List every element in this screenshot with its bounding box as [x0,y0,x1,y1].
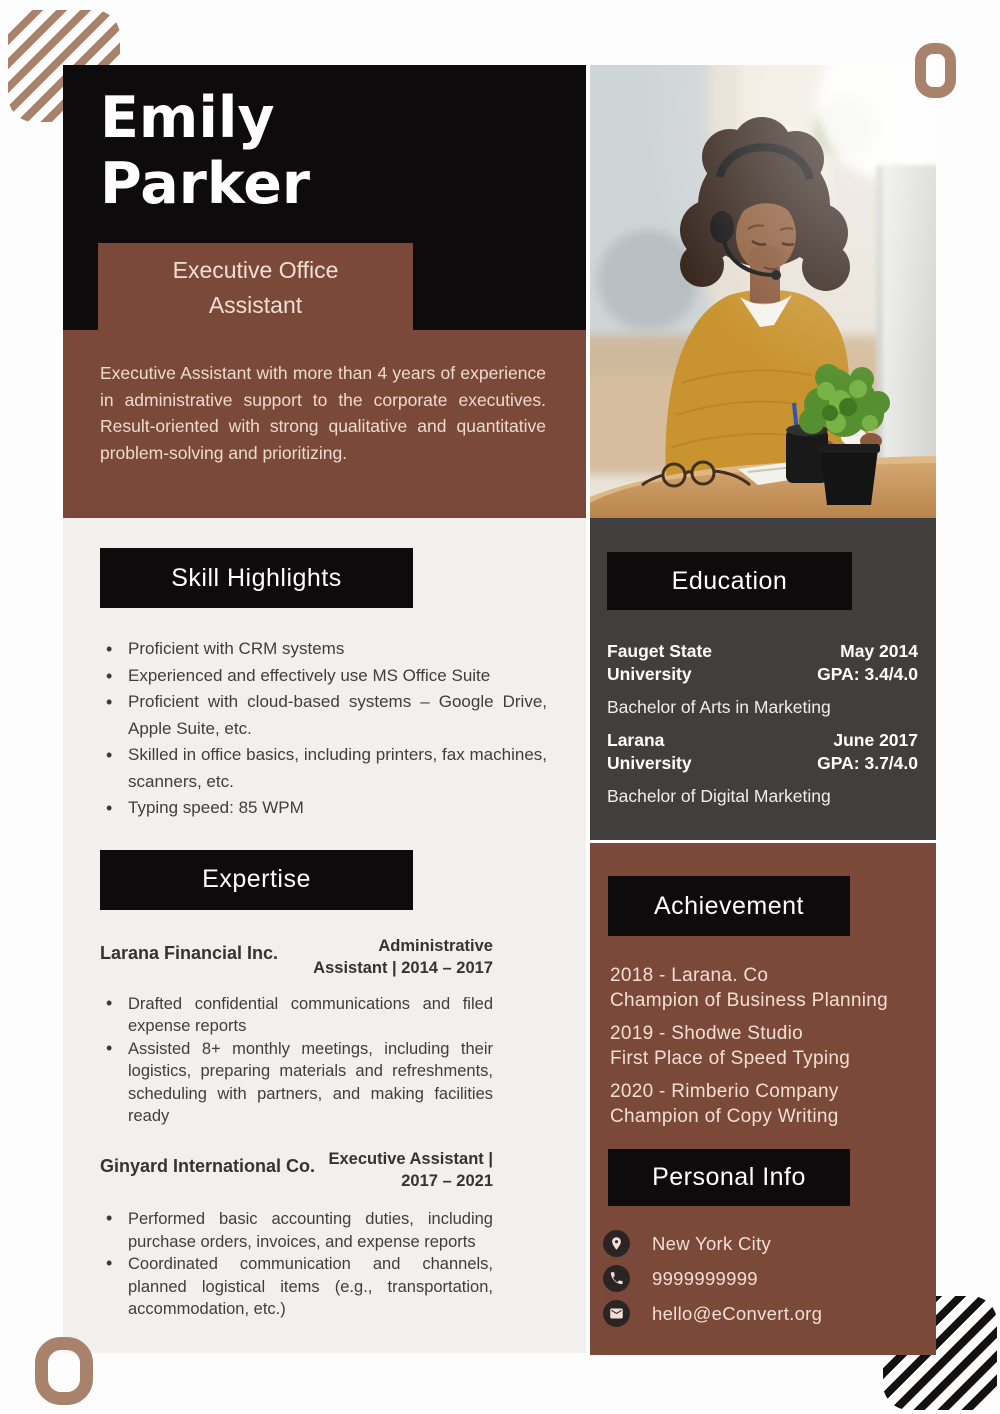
summary-section [63,330,586,518]
job-bullet: • Coordinated communication and channels, planned logistical items (e.g., transportation, accommodation, etc.) [100,1253,493,1321]
job-header [100,1148,493,1192]
o-ring-icon [915,43,956,98]
contact-row [603,1265,936,1292]
degree-name: Bachelor of Arts in Marketing [607,697,831,717]
education-entry [607,640,918,686]
job-title-box [98,243,413,333]
job-title-line: Assistant [208,292,303,318]
job-bullet: • Assisted 8+ monthly meetings, including their logistics, preparing materials and refreshments, scheduling with partners, and making facilities ready [100,1038,493,1128]
education-date-gpa: June 2017 GPA: 3.7/4.0 [817,730,918,773]
education-date-gpa: May 2014 GPA: 3.4/4.0 [817,641,918,684]
skills-heading: Skill Highlights [100,548,413,608]
o-ring-icon [35,1337,93,1405]
achievement-personal-section [590,843,936,1355]
summary-text: Executive Assistant with more than 4 years of experience in administrative support to the corporate executives. Result-oriented with strong qualitative and quantitative problem-solving and prioritizing. [100,363,546,463]
contact-row [603,1300,936,1327]
contact-value: New York City [652,1232,772,1254]
candidate-name [100,85,586,217]
school-name: Fauget State University [607,641,713,684]
skill-item: • Skilled in office basics, including printers, fax machines, scanners, etc. [100,742,547,795]
education-entry [607,729,918,775]
company-name: Larana Financial Inc. [100,942,279,963]
skill-item: • Experienced and effectively use MS Office Suite [100,663,547,690]
job-header [100,935,493,979]
profile-photo [590,65,936,518]
personal-info-heading: Personal Info [608,1149,850,1206]
job-bullet: • Drafted confidential communications and filed expense reports [100,993,493,1038]
contact-row [603,1230,936,1257]
skill-item: • Proficient with cloud-based systems – Google Drive, Apple Suite, etc. [100,689,547,742]
phone-icon [603,1265,630,1292]
achievement-item: 2020 - Rimberio Company Champion of Copy Writing [610,1081,839,1127]
school-name: Larana University [607,730,692,773]
contact-value: 9999999999 [652,1267,758,1289]
education-section [590,518,936,840]
skill-item: • Proficient with CRM systems [100,636,547,663]
email-icon [603,1300,630,1327]
job-bullets [100,1208,493,1321]
contact-list [603,1230,936,1327]
job-role-period: Administrative Assistant | 2014 – 2017 [313,936,493,977]
achievement-list [610,964,936,1129]
skills-list [100,636,547,822]
company-name: Ginyard International Co. [100,1156,316,1177]
achievement-item: 2018 - Larana. Co Champion of Business Planning [610,965,889,1011]
expertise-heading: Expertise [100,850,413,910]
profile-photo-illustration [590,65,936,518]
job-role-period: Executive Assistant | 2017 – 2021 [328,1150,493,1191]
name-line: Parker [100,151,310,217]
education-heading: Education [607,552,852,610]
left-column [63,518,586,1353]
job-bullet: • Performed basic accounting duties, including purchase orders, invoices, and expense reports [100,1208,493,1253]
degree-name: Bachelor of Digital Marketing [607,786,831,806]
contact-value: hello@eConvert.org [652,1302,823,1324]
job-bullets [100,993,493,1129]
name-line: Emily [100,85,275,151]
job-title-line: Executive Office [172,257,339,283]
skill-item: • Typing speed: 85 WPM [100,795,547,822]
achievement-heading: Achievement [608,876,850,936]
achievement-item: 2019 - Shodwe Studio First Place of Speed Typing [610,1023,851,1069]
location-pin-icon [603,1230,630,1257]
